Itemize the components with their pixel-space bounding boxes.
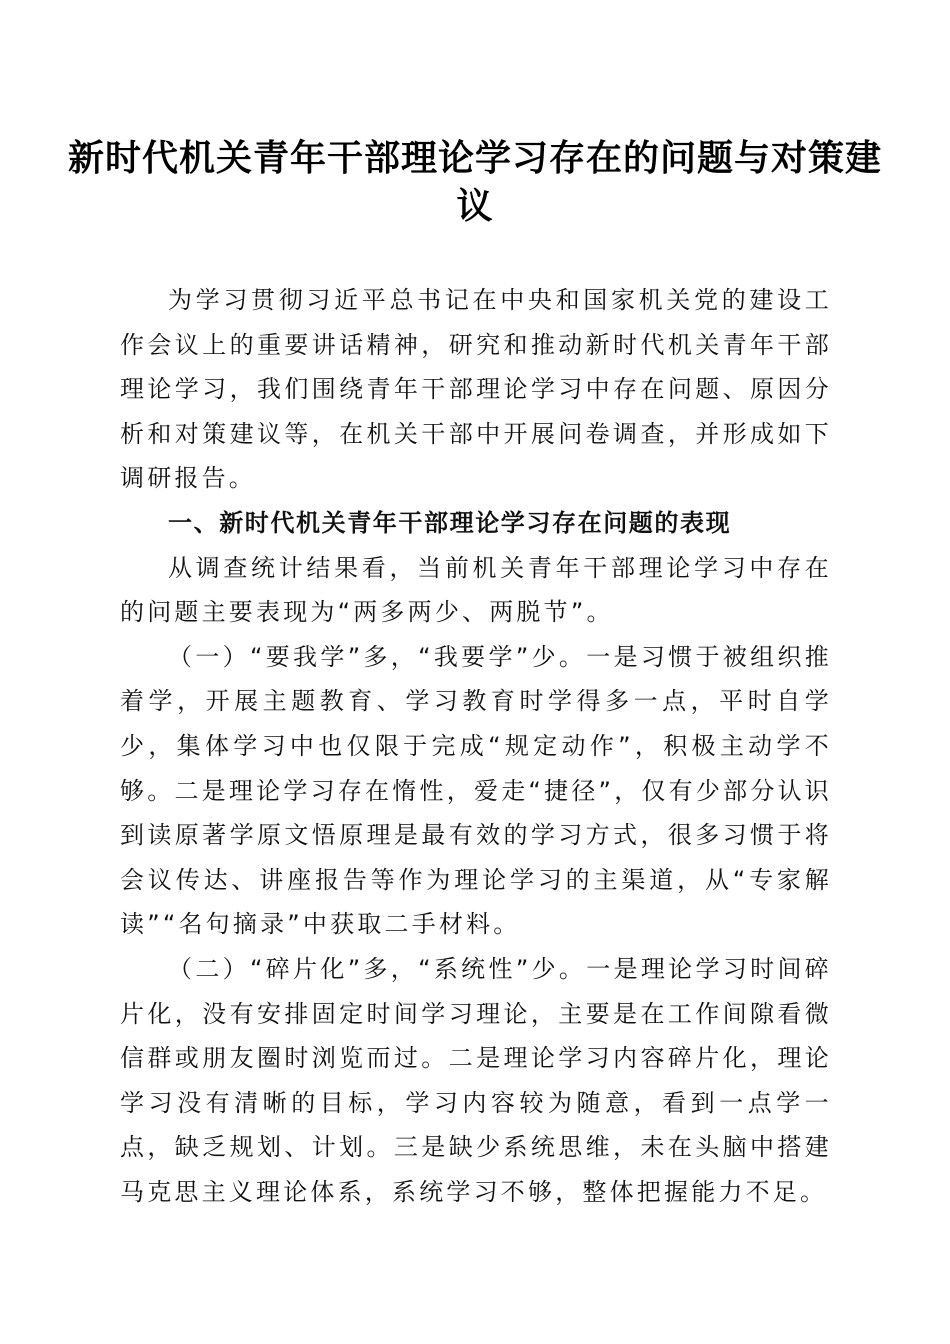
document-title: 新时代机关青年干部理论学习存在的问题与对策建议 <box>67 137 882 227</box>
section-heading-1: 一、新时代机关青年干部理论学习存在问题的表现 <box>168 508 732 537</box>
point-one-paragraph: （一）“要我学”多，“我要学”少。一是习惯于被组织推着学，开展主题教育、学习教育时学得多一点，平时自学少，集体学习中也仅限于完成“规定动作”，积极主动学不够。二是理论学习存在惰性，爱走“捷径”，仅有少部分认识到读原著学原文悟原理是最有效的学习方式，很多习惯于将会议传达、讲座报告等作为理论学习的主渠道，从“专家解读”“名句摘录”中获取二手材料。 <box>120 642 832 939</box>
document-body <box>120 278 832 1214</box>
survey-summary-paragraph: 从调查统计结果看，当前机关青年干部理论学习中存在的问题主要表现为“两多两少、两脱节”。 <box>120 553 832 627</box>
point-two-paragraph: （二）“碎片化”多，“系统性”少。一是理论学习时间碎片化，没有安排固定时间学习理论，主要是在工作间隙看微信群或朋友圈时浏览而过。二是理论学习内容碎片化，理论学习没有清晰的目标，学习内容较为随意，看到一点学一点，缺乏规划、计划。三是缺少系统思维，未在头脑中搭建马克思主义理论体系，系统学习不够，整体把握能力不足。 <box>120 954 832 1206</box>
intro-paragraph: 为学习贯彻习近平总书记在中央和国家机关党的建设工作会议上的重要讲话精神，研究和推动新时代机关青年干部理论学习，我们围绕青年干部理论学习中存在问题、原因分析和对策建议等，在机关干部中开展问卷调查，并形成如下调研报告。 <box>120 286 832 493</box>
